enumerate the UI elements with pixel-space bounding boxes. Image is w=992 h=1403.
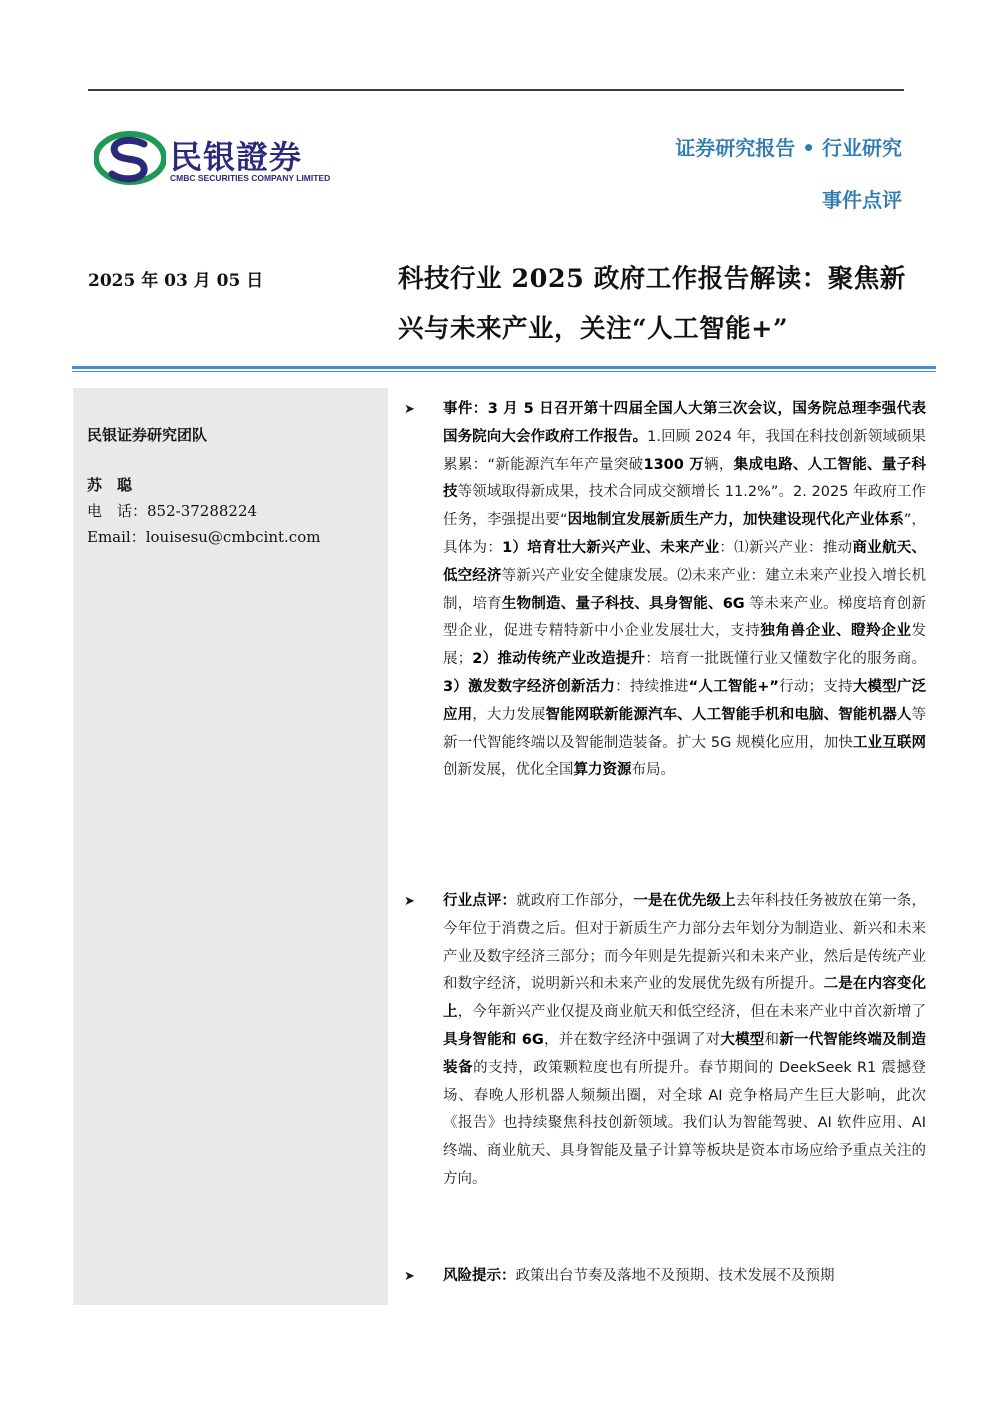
emphasis-text: 1）培育壮大新兴产业、未来产业 — [502, 539, 720, 556]
report-type: 证券研究报告 • 行业研究 — [675, 136, 902, 160]
analyst-phone: 电 话：852-37288224 — [87, 502, 258, 520]
body-text: 发展； — [443, 623, 927, 668]
body-text: ：培育一批既懂行业又懂数字化的服务商。 — [645, 651, 927, 668]
section-industry-comment — [404, 888, 926, 1248]
logo-text-en: CMBC SECURITIES COMPANY LIMITED — [170, 173, 331, 183]
body-text: 等新兴产业安全健康发展。⑵未来产业：建立未来产业投入增长机制，培育 — [443, 567, 926, 612]
title-rule-thin — [72, 371, 936, 372]
emphasis-text: 因地制宜发展新质生产力，加快建设现代化产业体系 — [567, 512, 904, 529]
logo-emblem-icon — [94, 128, 166, 188]
bullet-arrow-icon: ➤ — [404, 402, 415, 417]
emphasis-text: 1300 万 — [643, 456, 705, 473]
emphasis-text: 二是在内容变化上 — [443, 976, 926, 1021]
body-text: ：⑴新兴产业：推动 — [719, 539, 853, 556]
section-text — [443, 401, 926, 778]
title-rule — [72, 366, 936, 369]
emphasis-text: 一是在优先级上 — [633, 893, 736, 909]
company-logo — [94, 128, 354, 188]
body-text: 等未来产业。梯度培育创新型企业，促进专精特新中小企业发展壮大，支持 — [443, 595, 926, 640]
body-text: 辆， — [704, 456, 734, 473]
emphasis-text: 具身智能和 6G — [443, 1031, 544, 1048]
body-text: ，今年新兴产业仅提及商业航天和低空经济，但在未来产业中首次新增了 — [457, 1004, 926, 1021]
sidebar — [73, 388, 388, 1305]
emphasis-text: 工业互联网 — [853, 734, 926, 751]
emphasis-text: 智能网联新能源汽车、人工智能手机和电脑、智能机器人 — [545, 706, 912, 723]
emphasis-text: 2）推动传统产业改造提升 — [472, 651, 646, 668]
section-label: 风险提示： — [443, 1268, 516, 1284]
section-text — [443, 1268, 835, 1284]
bullet-arrow-icon: ➤ — [404, 1269, 415, 1284]
header-rule — [88, 89, 904, 91]
analyst-email: Email：louisesu@cmbcint.com — [87, 528, 321, 546]
body-text: ”，具体为： — [443, 512, 927, 556]
body-text: 和 — [764, 1031, 780, 1048]
emphasis-text: 商业航天、低空经济 — [443, 539, 927, 584]
body-text: 行动；支持 — [778, 678, 853, 695]
body-text: 就政府工作部分， — [516, 893, 634, 909]
body-text: ：持续推进 — [615, 678, 689, 695]
bullet-arrow-icon: ➤ — [404, 894, 415, 909]
body-text: 1.回顾 2024 年，我国在科技创新领域硕果累累：“新能源汽车年产量突破 — [443, 428, 927, 473]
section-label: 行业点评： — [443, 893, 517, 909]
body-text: 布局。 — [631, 762, 675, 779]
emphasis-text: 3）激发数字经济创新活力 — [443, 678, 616, 695]
emphasis-text: 3 月 5 日召开第十四届全国人大第三次会议，国务院总理李强代表国务院向大会作政府工作报告。 — [443, 401, 927, 445]
research-team: 民银证券研究团队 — [87, 426, 208, 444]
body-text: 等领域取得新成果，技术合同成交额增长 11.2%”。2. 2025 年政府工作任务，李强提出要“ — [443, 484, 927, 529]
emphasis-text: 生物制造、量子科技、具身智能、6G — [501, 595, 745, 612]
body-text: 创新发展，优化全国 — [443, 762, 574, 779]
report-subtype: 事件点评 — [822, 188, 902, 212]
emphasis-text: 大模型广泛应用 — [443, 678, 927, 723]
report-date: 2025 年 03 月 05 日 — [88, 271, 264, 291]
body-text: 的支持，政策颗粒度也有所提升。春节期间的 DeekSeek R1 震撼登场、春晚人形机器人频频出圈，对全球 AI 竞争格局产生巨大影响，此次《报告》也持续聚焦科技创新领域。我们认为智能驾驶、AI 软件应用、AI 终端、商业航天、具身智能及量子计算等板块是资本市场应给予重点关注的方向。 — [443, 1059, 926, 1187]
emphasis-text: 大模型 — [720, 1031, 765, 1048]
section-event — [404, 396, 926, 876]
emphasis-text: 集成电路、人工智能、量子科技 — [443, 456, 927, 501]
body-text: ，大力发展 — [472, 706, 546, 723]
logo-text-cn: 民银證券 — [170, 138, 303, 176]
section-risk — [404, 1263, 926, 1291]
emphasis-text: 独角兽企业、瞪羚企业 — [760, 623, 912, 640]
emphasis-text: “人工智能+” — [688, 678, 779, 695]
emphasis-text: 算力资源 — [573, 762, 632, 779]
analyst-name: 苏 聪 — [87, 476, 133, 494]
section-text — [443, 893, 926, 1187]
body-text: 政策出台节奏及落地不及预期、技术发展不及预期 — [515, 1268, 835, 1284]
body-text: ，并在数字经济中强调了对 — [543, 1031, 721, 1048]
emphasis-text: 新一代智能终端及制造装备 — [443, 1031, 927, 1076]
section-label: 事件： — [443, 401, 488, 417]
report-title: 科技行业 2025 政府工作报告解读：聚焦新兴与未来产业，关注“人工智能+” — [398, 264, 906, 344]
report-body — [404, 396, 926, 1291]
body-text: 去年科技任务被放在第一条，今年位于消费之后。但对于新质生产力部分去年划分为制造业、新兴和未来产业及数字经济三部分；而今年则是先提新兴和未来产业，然后是传统产业和数字经济，说明新兴和未来产业的发展优先级有所提升。 — [443, 893, 926, 993]
body-text: 等新一代智能终端以及智能制造装备。扩大 5G 规模化应用，加快 — [443, 706, 926, 751]
